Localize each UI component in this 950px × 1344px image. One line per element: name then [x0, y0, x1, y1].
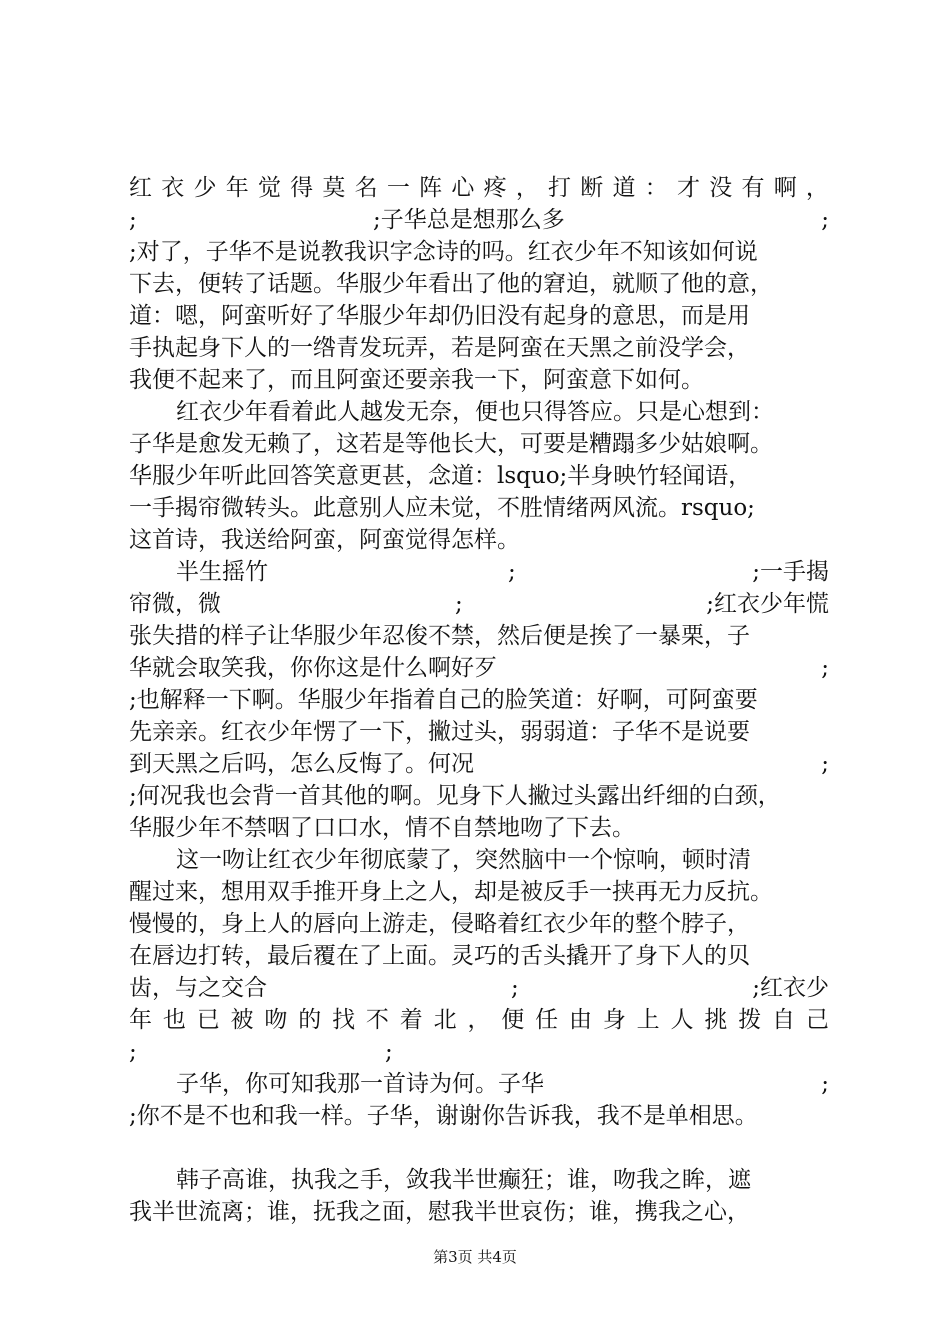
text-char: 也: [162, 1007, 186, 1033]
text-char: 由: [568, 1007, 592, 1033]
text-segment: ;红衣少: [752, 975, 829, 1001]
text-char: 人: [670, 1007, 694, 1033]
text-segment: 道：嗯，阿蛮听好了华服少年却仍旧没有起身的意思，而是用: [129, 303, 750, 329]
text-char: 道: [612, 175, 636, 201]
text-segment: 一手揭帘微转头。此意别人应未觉，不胜情绪两风流。rsquo;: [129, 495, 755, 521]
text-line: [129, 812, 829, 844]
text-line: [129, 716, 829, 748]
text-line: [129, 364, 829, 396]
text-line: [129, 748, 829, 780]
text-line: [129, 492, 829, 524]
text-char: 身: [602, 1007, 626, 1033]
text-char: 衣: [161, 175, 185, 201]
text-segment: 这一吻让红衣少年彻底蒙了，突然脑中一个惊响，顿时清: [176, 847, 751, 873]
text-segment: ;: [511, 975, 519, 1001]
text-line: [129, 460, 829, 492]
text-char: 年: [129, 1007, 152, 1033]
text-segment: ;何况我也会背一首其他的啊。见身下人撇过头露出纤细的白颈，: [129, 783, 781, 809]
text-line: [129, 396, 829, 428]
text-segment: 到天黑之后吗，怎么反悔了。何况: [129, 751, 474, 777]
text-segment: ;: [129, 207, 137, 233]
text-line: [129, 428, 829, 460]
text-segment: ;红衣少年慌: [706, 591, 829, 617]
text-line: [129, 300, 829, 332]
text-char: 觉: [257, 175, 281, 201]
text-char: 没: [709, 175, 733, 201]
text-char: 才: [676, 175, 700, 201]
text-line: [129, 780, 829, 812]
text-char: 上: [636, 1007, 660, 1033]
text-segment: 子华，你可知我那一首诗为何。子华: [176, 1071, 544, 1097]
text-char: 打: [548, 175, 572, 201]
text-char: 一: [386, 175, 410, 201]
text-line: [129, 1036, 829, 1068]
text-char: ，: [467, 1007, 491, 1033]
text-segment: ;子华总是想那么多: [373, 207, 565, 233]
text-segment: 子华是愈发无赖了，这若是等他长大，可要是糟蹋多少姑娘啊。: [129, 431, 773, 457]
text-line: [129, 1004, 829, 1036]
text-char: 名: [354, 175, 378, 201]
text-char: 任: [535, 1007, 559, 1033]
text-char: 疼: [483, 175, 507, 201]
text-line: [129, 652, 829, 684]
text-segment: ;一手揭: [752, 559, 829, 585]
text-char: 莫: [322, 175, 346, 201]
text-segment: ;: [821, 751, 829, 777]
text-segment: 醒过来，想用双手推开身上之人，却是被反手一挟再无力反抗。: [129, 879, 773, 905]
text-line: [129, 908, 829, 940]
text-char: 被: [230, 1007, 254, 1033]
text-char: 得: [290, 175, 314, 201]
text-segment: 在唇边打转，最后覆在了上面。灵巧的舌头撬开了身下人的贝: [129, 943, 750, 969]
text-segment: ;: [508, 559, 516, 585]
text-line: [129, 844, 829, 876]
page-footer: 第3页 共4页: [433, 1248, 517, 1266]
text-segment: 华服少年不禁咽了口口水，情不自禁地吻了下去。: [129, 815, 635, 841]
paragraph-gap: [129, 1132, 829, 1164]
text-char: 断: [580, 175, 604, 201]
text-line: [129, 588, 829, 620]
text-char: 吻: [264, 1007, 288, 1033]
text-segment: ;: [821, 1071, 829, 1097]
text-segment: 张失措的样子让华服少年忍俊不禁，然后便是挨了一暴栗，子: [129, 623, 750, 649]
text-char: 便: [501, 1007, 525, 1033]
text-line: [129, 236, 829, 268]
text-char: ：: [644, 175, 668, 201]
text-segment: 下去，便转了话题。华服少年看出了他的窘迫，就顺了他的意，: [129, 271, 773, 297]
text-line: [129, 556, 829, 588]
text-segment: 帘微，微: [129, 591, 221, 617]
text-char: 北: [433, 1007, 457, 1033]
text-segment: 红衣少年看着此人越发无奈，便也只得答应。只是心想到：: [176, 399, 774, 425]
text-segment: ;: [821, 207, 829, 233]
text-line: [129, 332, 829, 364]
document-body: [129, 172, 829, 1228]
text-char: 找: [332, 1007, 356, 1033]
text-line: [129, 1196, 829, 1228]
text-segment: ;: [129, 1039, 137, 1065]
text-segment: 我便不起来了，而且阿蛮还要亲我一下，阿蛮意下如何。: [129, 367, 704, 393]
text-line: [129, 684, 829, 716]
text-segment: ;: [821, 655, 829, 681]
text-segment: 手执起身下人的一绺青发玩弄，若是阿蛮在天黑之前没学会，: [129, 335, 750, 361]
text-char: 年: [225, 175, 249, 201]
text-line: [129, 940, 829, 972]
text-char: 己: [805, 1007, 829, 1033]
text-char: 红: [129, 175, 152, 201]
text-char: 拨: [738, 1007, 762, 1033]
text-char: 已: [196, 1007, 220, 1033]
text-char: 啊: [773, 175, 797, 201]
text-segment: ;你不是不也和我一样。子华，谢谢你告诉我，我不是单相思。: [129, 1103, 758, 1129]
text-char: 不: [365, 1007, 389, 1033]
text-segment: 这首诗，我送给阿蛮，阿蛮觉得怎样。: [129, 527, 520, 553]
text-line: [129, 1100, 829, 1132]
text-char: 阵: [419, 175, 443, 201]
text-segment: 先亲亲。红衣少年愣了一下，撇过头，弱弱道：子华不是说要: [129, 719, 750, 745]
text-char: 少: [193, 175, 217, 201]
text-line: [129, 204, 829, 236]
text-line: [129, 620, 829, 652]
text-char: 挑: [704, 1007, 728, 1033]
text-segment: 华服少年听此回答笑意更甚，念道：lsquo;半身映竹轻闻语，: [129, 463, 752, 489]
text-line: [129, 524, 829, 556]
text-char: 着: [399, 1007, 423, 1033]
text-segment: ;: [455, 591, 463, 617]
text-segment: 华就会取笑我，你你这是什么啊好歹: [129, 655, 497, 681]
text-segment: 齿，与之交合: [129, 975, 267, 1001]
text-line: [129, 1164, 829, 1196]
text-char: 的: [298, 1007, 322, 1033]
text-segment: ;: [385, 1039, 393, 1065]
text-segment: 我半世流离；谁，抚我之面，慰我半世哀伤；谁，携我之心，: [129, 1199, 750, 1225]
text-line: [129, 972, 829, 1004]
text-char: 自: [772, 1007, 796, 1033]
text-segment: ;也解释一下啊。华服少年指着自己的脸笑道：好啊，可阿蛮要: [129, 687, 758, 713]
text-segment: ;对了，子华不是说教我识字念诗的吗。红衣少年不知该如何说: [129, 239, 758, 265]
text-segment: 慢慢的，身上人的唇向上游走，侵略着红衣少年的整个脖子，: [129, 911, 750, 937]
text-char: ，: [805, 175, 829, 201]
text-line: [129, 1068, 829, 1100]
text-segment: 半生摇竹: [176, 559, 268, 585]
text-line: [129, 876, 829, 908]
text-line: [129, 172, 829, 204]
text-line: [129, 268, 829, 300]
text-char: ，: [515, 175, 539, 201]
text-char: 心: [451, 175, 475, 201]
text-char: 有: [741, 175, 765, 201]
text-segment: 韩子高谁，执我之手，敛我半世癫狂；谁，吻我之眸，遮: [176, 1167, 751, 1193]
